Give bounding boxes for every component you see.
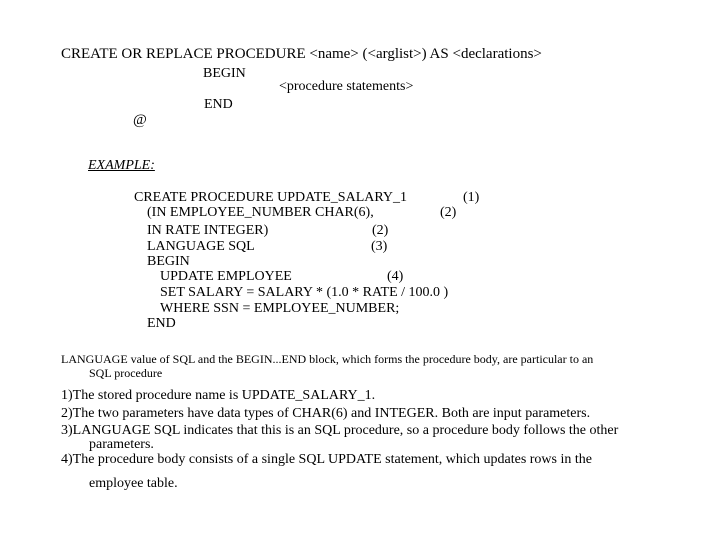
note-line-2: SQL procedure: [89, 366, 163, 380]
syntax-begin: BEGIN: [203, 66, 246, 81]
example-code-line: END: [147, 316, 176, 331]
syntax-statements: <procedure statements>: [279, 79, 414, 94]
explanation-item-3-continued: parameters.: [89, 437, 154, 452]
example-marker: (2): [372, 223, 389, 238]
explanation-item-4-continued: employee table.: [89, 476, 178, 491]
example-marker: (4): [387, 269, 404, 284]
example-code-line: CREATE PROCEDURE UPDATE_SALARY_1: [134, 190, 408, 205]
example-marker: (3): [371, 239, 388, 254]
explanation-item-1: 1)The stored procedure name is UPDATE_SALARY_1.: [61, 388, 376, 403]
example-code-line: BEGIN: [147, 254, 190, 269]
explanation-item-4: 4)The procedure body consists of a single SQL UPDATE statement, which updates rows in the: [61, 452, 592, 467]
syntax-terminator: @: [133, 112, 147, 128]
example-code-line: (IN EMPLOYEE_NUMBER CHAR(6),: [147, 205, 374, 220]
explanation-item-2: 2)The two parameters have data types of CHAR(6) and INTEGER. Both are input parameters.: [61, 406, 591, 421]
example-code-line: IN RATE INTEGER): [147, 223, 269, 238]
example-marker: (1): [463, 190, 480, 205]
syntax-end: END: [204, 97, 233, 112]
example-code-line: WHERE SSN = EMPLOYEE_NUMBER;: [160, 301, 400, 316]
example-code-line: SET SALARY = SALARY * (1.0 * RATE / 100.0 ): [160, 285, 449, 300]
example-marker: (2): [440, 205, 457, 220]
explanation-item-3: 3)LANGUAGE SQL indicates that this is an SQL procedure, so a procedure body follows the other: [61, 423, 619, 438]
example-heading: EXAMPLE:: [88, 158, 155, 173]
example-code-line: LANGUAGE SQL: [147, 239, 255, 254]
note-line-1: LANGUAGE value of SQL and the BEGIN...END block, which forms the procedure body, are particular to an: [61, 352, 594, 366]
syntax-header: CREATE OR REPLACE PROCEDURE <name> (<arglist>) AS <declarations>: [61, 46, 542, 62]
example-code-line: UPDATE EMPLOYEE: [160, 269, 292, 284]
